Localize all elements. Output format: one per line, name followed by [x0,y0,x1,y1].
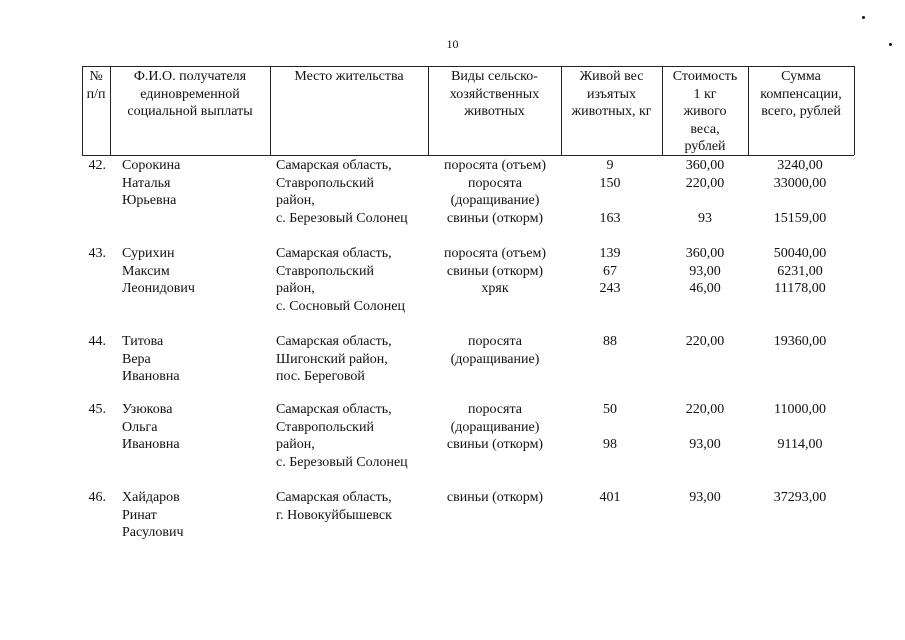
recipient-name: Максим [122,263,170,279]
total-compensation-cell [748,489,852,507]
residence: район, [276,281,315,297]
live-weight: 9 [606,158,614,173]
residence: район, [276,437,315,453]
animal-types: поросята [468,334,522,349]
animal-types: поросята [468,175,522,191]
header-line: всего, рублей [761,104,841,120]
header-line: Ф.И.О. получателя [133,69,247,84]
header-line: животных, кг [571,104,652,120]
animal-types: свиньи (откорм) [446,263,544,279]
live-weight [561,192,659,210]
recipient-name: Ринат [122,507,157,523]
header-line: живого [683,104,727,120]
recipient-name: Хайдаров [122,490,180,505]
header-divider [854,66,855,155]
animal-types: хряк [481,281,509,297]
header-line: Место жительства [294,69,404,84]
cost-per-kg-cell [662,245,748,298]
scan-speck [889,43,892,46]
animal-types-cell [430,245,560,298]
residence: Самарская область, [276,246,392,261]
cost-per-kg [662,192,748,210]
recipient-name: Ивановна [122,369,180,385]
total-compensation [748,419,852,437]
total-compensation-cell [748,157,852,227]
live-weight-cell [561,401,659,454]
total-compensation: 9114,00 [777,437,823,453]
cost-per-kg-cell [662,333,748,351]
header-line: п/п [86,86,106,102]
recipient-name: Наталья [122,175,171,191]
total-compensation: 11178,00 [774,281,826,297]
cost-per-kg-cell [662,401,748,454]
recipient-name-cell [122,489,270,542]
row-number-cell [82,245,106,263]
total-compensation-cell [748,401,852,454]
total-compensation: 50040,00 [773,246,827,261]
header-name [110,68,270,121]
residence: г. Новокуйбышевск [276,507,392,523]
row-number-cell [82,157,106,175]
row-number: 42. [88,158,106,173]
cost-per-kg: 220,00 [685,175,725,191]
residence: Самарская область, [276,334,392,349]
cost-per-kg: 93,00 [689,263,721,279]
live-weight: 139 [599,246,621,261]
residence: Шигонский район, [276,351,388,367]
header-line: хозяйственных [449,86,540,102]
cost-per-kg: 46,00 [689,281,721,297]
cost-per-kg: 93,00 [689,437,721,453]
header-total [748,68,854,121]
residence: Ставропольский [276,263,374,279]
scan-speck [862,16,865,19]
residence-cell [276,245,428,315]
row-number-cell [82,401,106,419]
live-weight-cell [561,157,659,227]
row-number-cell [82,333,106,351]
recipient-name: Вера [122,351,151,367]
animal-types: свиньи (откорм) [446,210,544,226]
recipient-name-cell [122,157,270,210]
residence-cell [276,333,428,386]
live-weight [561,419,659,437]
residence-cell [276,489,428,524]
residence: пос. Береговой [276,369,365,385]
header-line: животных [464,104,525,120]
cost-per-kg: 360,00 [685,158,725,173]
animal-types-cell [430,401,560,454]
residence: Самарская область, [276,158,392,173]
live-weight: 67 [603,263,617,279]
recipient-name: Юрьевна [122,193,177,209]
live-weight: 50 [603,402,617,417]
total-compensation [748,192,852,210]
recipient-name: Сорокина [122,158,181,173]
header-line: Живой вес [579,69,644,84]
residence-cell [276,157,428,227]
animal-types: (доращивание) [450,193,540,209]
animal-types-cell [430,489,560,507]
live-weight-cell [561,489,659,507]
header-line: Сумма [781,69,821,84]
residence: район, [276,193,315,209]
header-weight [561,68,662,121]
live-weight-cell [561,245,659,298]
animal-types: свиньи (откорм) [446,490,544,505]
cost-per-kg [662,419,748,437]
recipient-name: Расулович [122,525,184,541]
residence: Ставропольский [276,419,374,435]
row-number: 43. [88,246,106,261]
animal-types: свиньи (откорм) [446,437,544,453]
header-line: единовременной [140,86,240,102]
cost-per-kg: 93,00 [689,490,721,505]
recipient-name-cell [122,333,270,386]
header-cost [662,68,748,156]
page-number: 10 [446,37,459,51]
residence-cell [276,401,428,471]
animal-types: (доращивание) [450,419,540,435]
recipient-name: Сурихин [122,246,175,261]
recipient-name: Ольга [122,419,158,435]
residence: с. Березовый Солонец [276,454,408,470]
header-line: 1 кг [693,86,717,102]
total-compensation: 15159,00 [773,210,827,226]
header-line: № [89,69,103,84]
residence: Самарская область, [276,490,392,505]
header-line: компенсации, [760,86,842,102]
total-compensation-cell [748,245,852,298]
animal-types-cell [430,157,560,227]
live-weight: 243 [599,281,621,297]
recipient-name: Узюкова [122,402,173,417]
live-weight: 88 [603,334,617,349]
animal-types-cell [430,333,560,368]
cost-per-kg: 220,00 [685,334,725,349]
recipient-name-cell [122,245,270,298]
animal-types: поросята [468,402,522,417]
residence: с. Сосновый Солонец [276,298,405,314]
animal-types: поросята (отъем) [443,158,547,173]
residence: Самарская область, [276,402,392,417]
header-line: социальной выплаты [127,104,253,120]
live-weight: 98 [603,437,617,453]
live-weight: 150 [599,175,621,191]
header-line: Виды сельско- [451,69,538,84]
residence: с. Березовый Солонец [276,210,408,226]
header-residence [270,68,428,86]
live-weight: 163 [599,210,621,226]
cost-per-kg: 220,00 [685,402,725,417]
live-weight-cell [561,333,659,351]
header-line: Стоимость [672,69,738,84]
header-line: изъятых [587,86,636,102]
live-weight: 401 [599,490,621,505]
total-compensation: 19360,00 [773,334,827,349]
total-compensation: 33000,00 [773,175,827,191]
header-bottom-border [82,155,854,156]
total-compensation: 3240,00 [777,158,823,173]
row-number-cell [82,489,106,507]
header-num [82,68,110,103]
total-compensation: 37293,00 [773,490,827,505]
header-animal-types [428,68,561,121]
cost-per-kg-cell [662,157,748,227]
total-compensation: 6231,00 [777,263,823,279]
recipient-name-cell [122,401,270,454]
header-line: веса, [690,121,720,137]
header-top-border [82,66,854,67]
cost-per-kg: 93 [698,210,712,226]
row-number: 46. [88,490,106,505]
header-line: рублей [684,139,726,155]
row-number: 45. [88,402,106,417]
recipient-name: Леонидович [122,281,195,297]
animal-types: поросята (отъем) [443,246,547,261]
total-compensation-cell [748,333,852,351]
cost-per-kg: 360,00 [685,246,725,261]
row-number: 44. [88,334,106,349]
recipient-name: Титова [122,334,164,349]
cost-per-kg-cell [662,489,748,507]
residence: Ставропольский [276,175,374,191]
total-compensation: 11000,00 [774,402,826,417]
recipient-name: Ивановна [122,437,180,453]
animal-types: (доращивание) [450,351,540,367]
